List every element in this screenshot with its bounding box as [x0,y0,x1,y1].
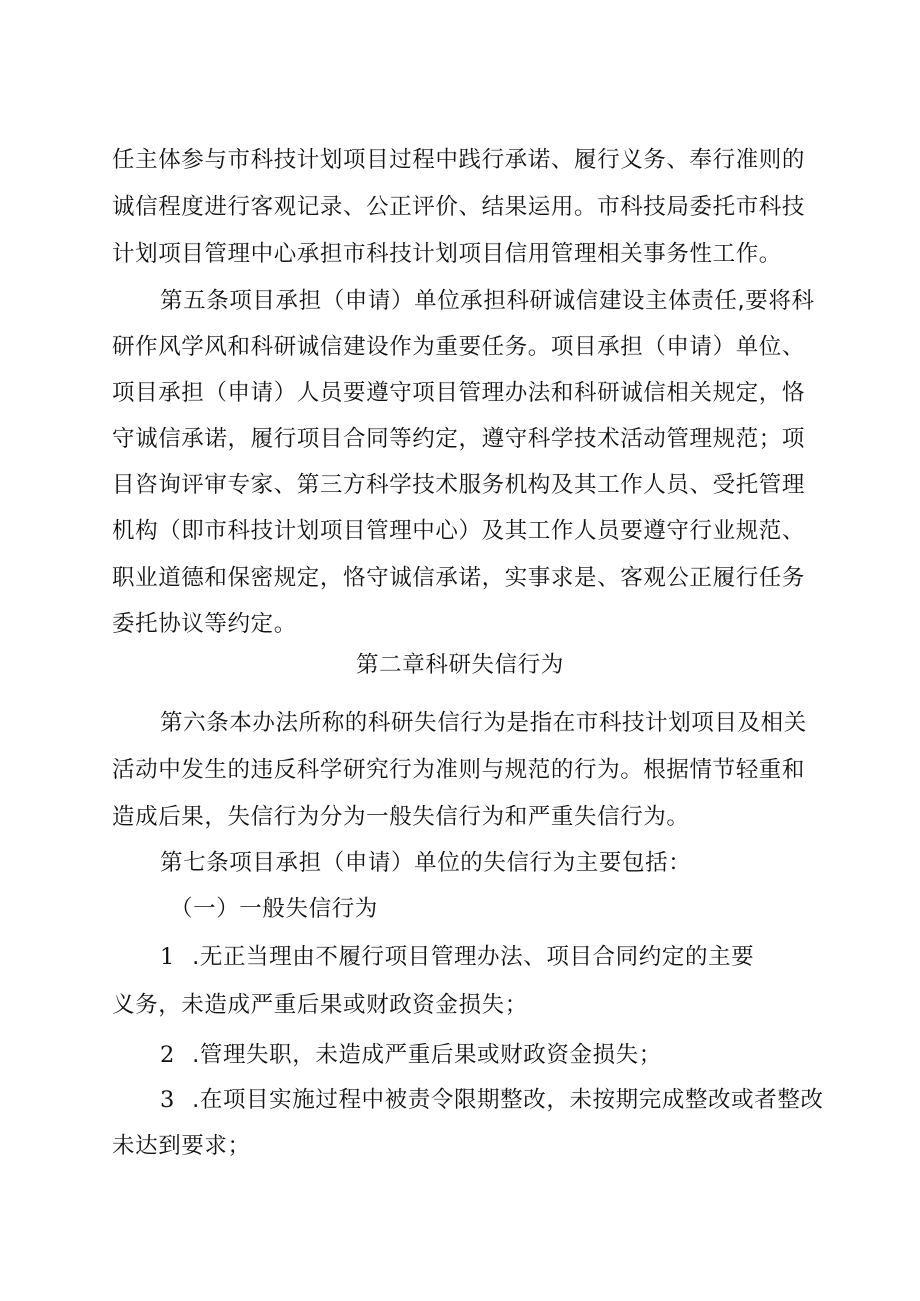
item-text: .在项目实施过程中被责令限期整改，未按期完成整改或者整改 [192,1087,824,1113]
article-5-line: 项目承担（申请）人员要遵守项目管理办法和科研诚信相关规定，恪 [112,380,806,406]
article-5-line: 研作风学风和科研诚信建设作为重要任务。项目承担（申请）单位、 [112,334,806,360]
article-6-line: 第六条本办法所称的科研失信行为是指在市科技计划项目及相关 [160,710,807,736]
paragraph-line: 计划项目管理中心承担市科技计划项目信用管理相关事务性工作。 [112,241,782,267]
article-5-line: 职业道德和保密规定，恪守诚信承诺，实事求是、客观公正履行任务 [112,565,806,591]
section-heading: （一）一般失信行为 [170,896,378,922]
list-item-continuation: 未达到要求； [112,1133,251,1159]
list-item-continuation: 义务，未造成严重后果或财政资金损失； [112,992,528,1018]
paragraph-line: 任主体参与市科技计划项目过程中践行承诺、履行义务、奉行准则的 [112,147,806,173]
list-item [160,942,870,972]
list-item [160,1085,870,1115]
article-6-line: 活动中发生的违反科学研究行为准则与规范的行为。根据情节轻重和 [112,757,806,783]
article-5-line: 机构（即市科技计划项目管理中心）及其工作人员要遵守行业规范、 [112,518,806,544]
paragraph-line: 诚信程度进行客观记录、公正评价、结果运用。市科技局委托市科技 [112,194,806,220]
article-5-line: 委托协议等约定。 [112,611,297,637]
article-5-line: 第五条项目承担（申请）单位承担科研诚信建设主体责任,要将科 [160,288,815,314]
article-7-line: 第七条项目承担（申请）单位的失信行为主要包括： [160,850,692,876]
article-5-line: 守诚信承诺，履行项目合同等约定，遵守科学技术活动管理规范；项 [112,426,806,452]
item-text: .无正当理由不履行项目管理办法、项目合同约定的主要 [192,944,755,970]
item-number: 2 [160,1042,175,1068]
item-text: .管理失职，未造成严重后果或财政资金损失； [192,1042,662,1068]
chapter-heading: 第二章科研失信行为 [356,652,564,678]
item-number: 3 [160,1087,175,1113]
item-number: 1 [160,944,175,970]
article-5-line: 目咨询评审专家、第三方科学技术服务机构及其工作人员、受托管理 [112,472,806,498]
list-item [160,1040,870,1070]
article-6-line: 造成后果，失信行为分为一般失信行为和严重失信行为。 [112,804,690,830]
